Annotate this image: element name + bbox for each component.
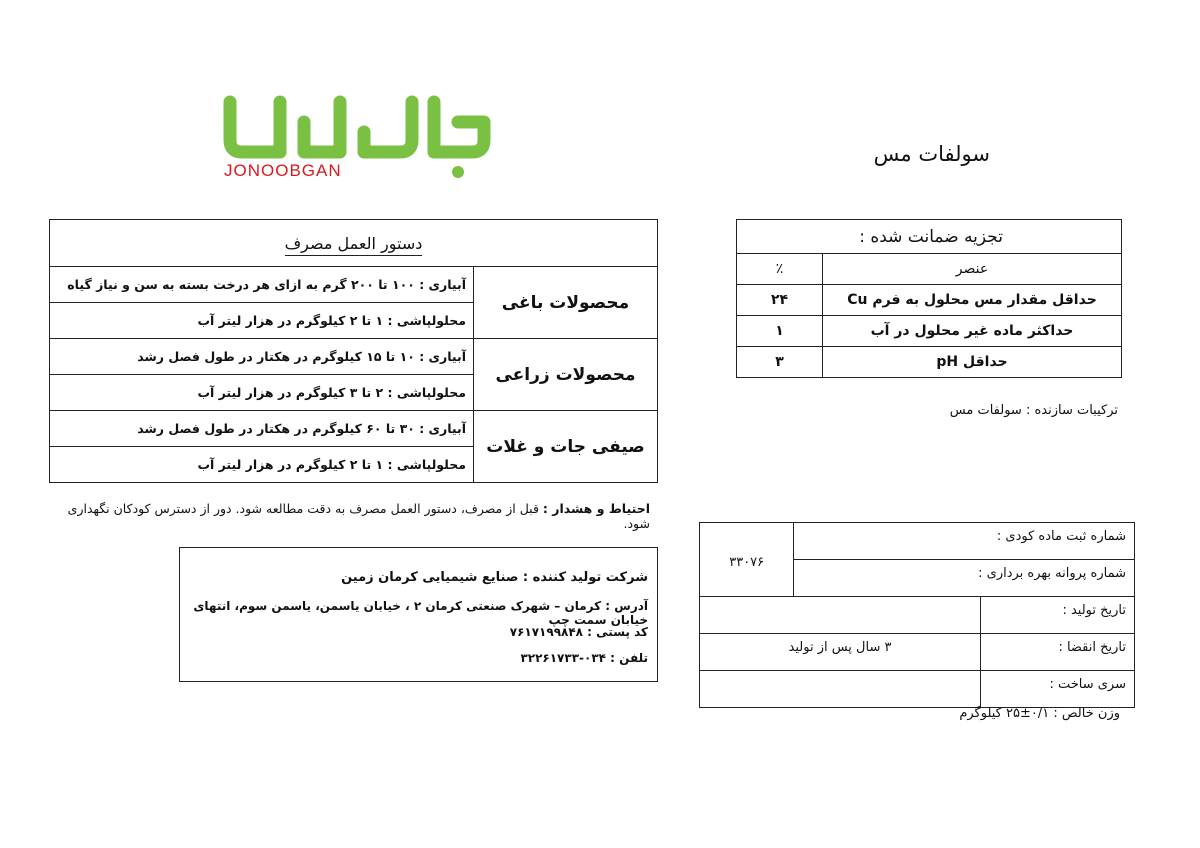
analysis-header-percent: ٪ bbox=[737, 254, 823, 285]
registration-table bbox=[699, 522, 1135, 708]
batch-value bbox=[700, 671, 981, 708]
net-weight: وزن خالص : ۰/۱±۲۵ کیلوگرم bbox=[959, 706, 1120, 721]
product-title: سولفات مس bbox=[873, 142, 990, 166]
warning-text: قبل از مصرف، دستور العمل مصرف به دقت مطالعه شود. دور از دسترس کودکان نگهداری شود. bbox=[67, 501, 650, 531]
warning-label: احتیاط و هشدار : bbox=[542, 501, 650, 516]
analysis-row-name: حداقل مقدار مس محلول به فرم Cu bbox=[823, 285, 1122, 316]
producer-company: شرکت تولید کننده : صنایع شیمیایی کرمان زمین bbox=[341, 570, 648, 585]
usage-instruction: آبیاری : ۳۰ تا ۶۰ کیلوگرم در هکتار در طول فصل رشد bbox=[50, 411, 474, 447]
usage-caption: دستور العمل مصرف bbox=[285, 234, 423, 256]
usage-instruction: محلولپاشی : ۱ تا ۲ کیلوگرم در هزار لیتر آب bbox=[50, 303, 474, 339]
usage-instruction: آبیاری : ۱۰ تا ۱۵ کیلوگرم در هکتار در طول فصل رشد bbox=[50, 339, 474, 375]
producer-address: آدرس : کرمان – شهرک صنعتی کرمان ۲ ، خیابان یاسمن، یاسمن سوم، انتهای خیابان سمت چپ bbox=[193, 599, 648, 627]
analysis-caption: تجزیه ضمانت شده : bbox=[737, 220, 1122, 254]
analysis-table bbox=[736, 219, 1122, 378]
expiry-label: تاریخ انقضا : bbox=[981, 634, 1135, 671]
crop-label: صیفی جات و غلات bbox=[474, 411, 658, 483]
expiry-value: ۳ سال پس از تولید bbox=[700, 634, 981, 671]
ingredients-text: ترکیبات سازنده : سولفات مس bbox=[949, 403, 1118, 418]
analysis-row-value: ۳ bbox=[737, 347, 823, 378]
brand-logo bbox=[222, 92, 494, 182]
production-date-value bbox=[700, 597, 981, 634]
license-value: ۳۳۰۷۶ bbox=[700, 523, 794, 597]
crop-label: محصولات باغی bbox=[474, 267, 658, 339]
producer-box bbox=[179, 547, 658, 682]
reg-number-label: شماره ثبت ماده کودی : bbox=[794, 523, 1135, 560]
warning-note bbox=[40, 501, 650, 531]
usage-instruction: آبیاری : ۱۰۰ تا ۲۰۰ گرم به ازای هر درخت بسته به سن و نیاز گیاه bbox=[50, 267, 474, 303]
producer-phone: تلفن : ۰۳۴-۳۲۲۶۱۷۳۳ bbox=[520, 651, 648, 665]
usage-instruction: محلولپاشی : ۲ تا ۳ کیلوگرم در هزار لیتر آب bbox=[50, 375, 474, 411]
analysis-row-name: حداکثر ماده غیر محلول در آب bbox=[823, 316, 1122, 347]
producer-postal-code: کد پستی : ۷۶۱۷۱۹۹۸۴۸ bbox=[509, 625, 648, 639]
usage-instruction: محلولپاشی : ۱ تا ۲ کیلوگرم در هزار لیتر آب bbox=[50, 447, 474, 483]
brand-name-en: JONOOBGAN bbox=[224, 161, 342, 180]
batch-label: سری ساخت : bbox=[981, 671, 1135, 708]
analysis-row-value: ۲۴ bbox=[737, 285, 823, 316]
analysis-row-name: حداقل pH bbox=[823, 347, 1122, 378]
license-label: شماره پروانه بهره برداری : bbox=[794, 560, 1135, 597]
crop-label: محصولات زراعی bbox=[474, 339, 658, 411]
analysis-header-element: عنصر bbox=[823, 254, 1122, 285]
production-date-label: تاریخ تولید : bbox=[981, 597, 1135, 634]
usage-table bbox=[49, 219, 658, 483]
analysis-row-value: ۱ bbox=[737, 316, 823, 347]
